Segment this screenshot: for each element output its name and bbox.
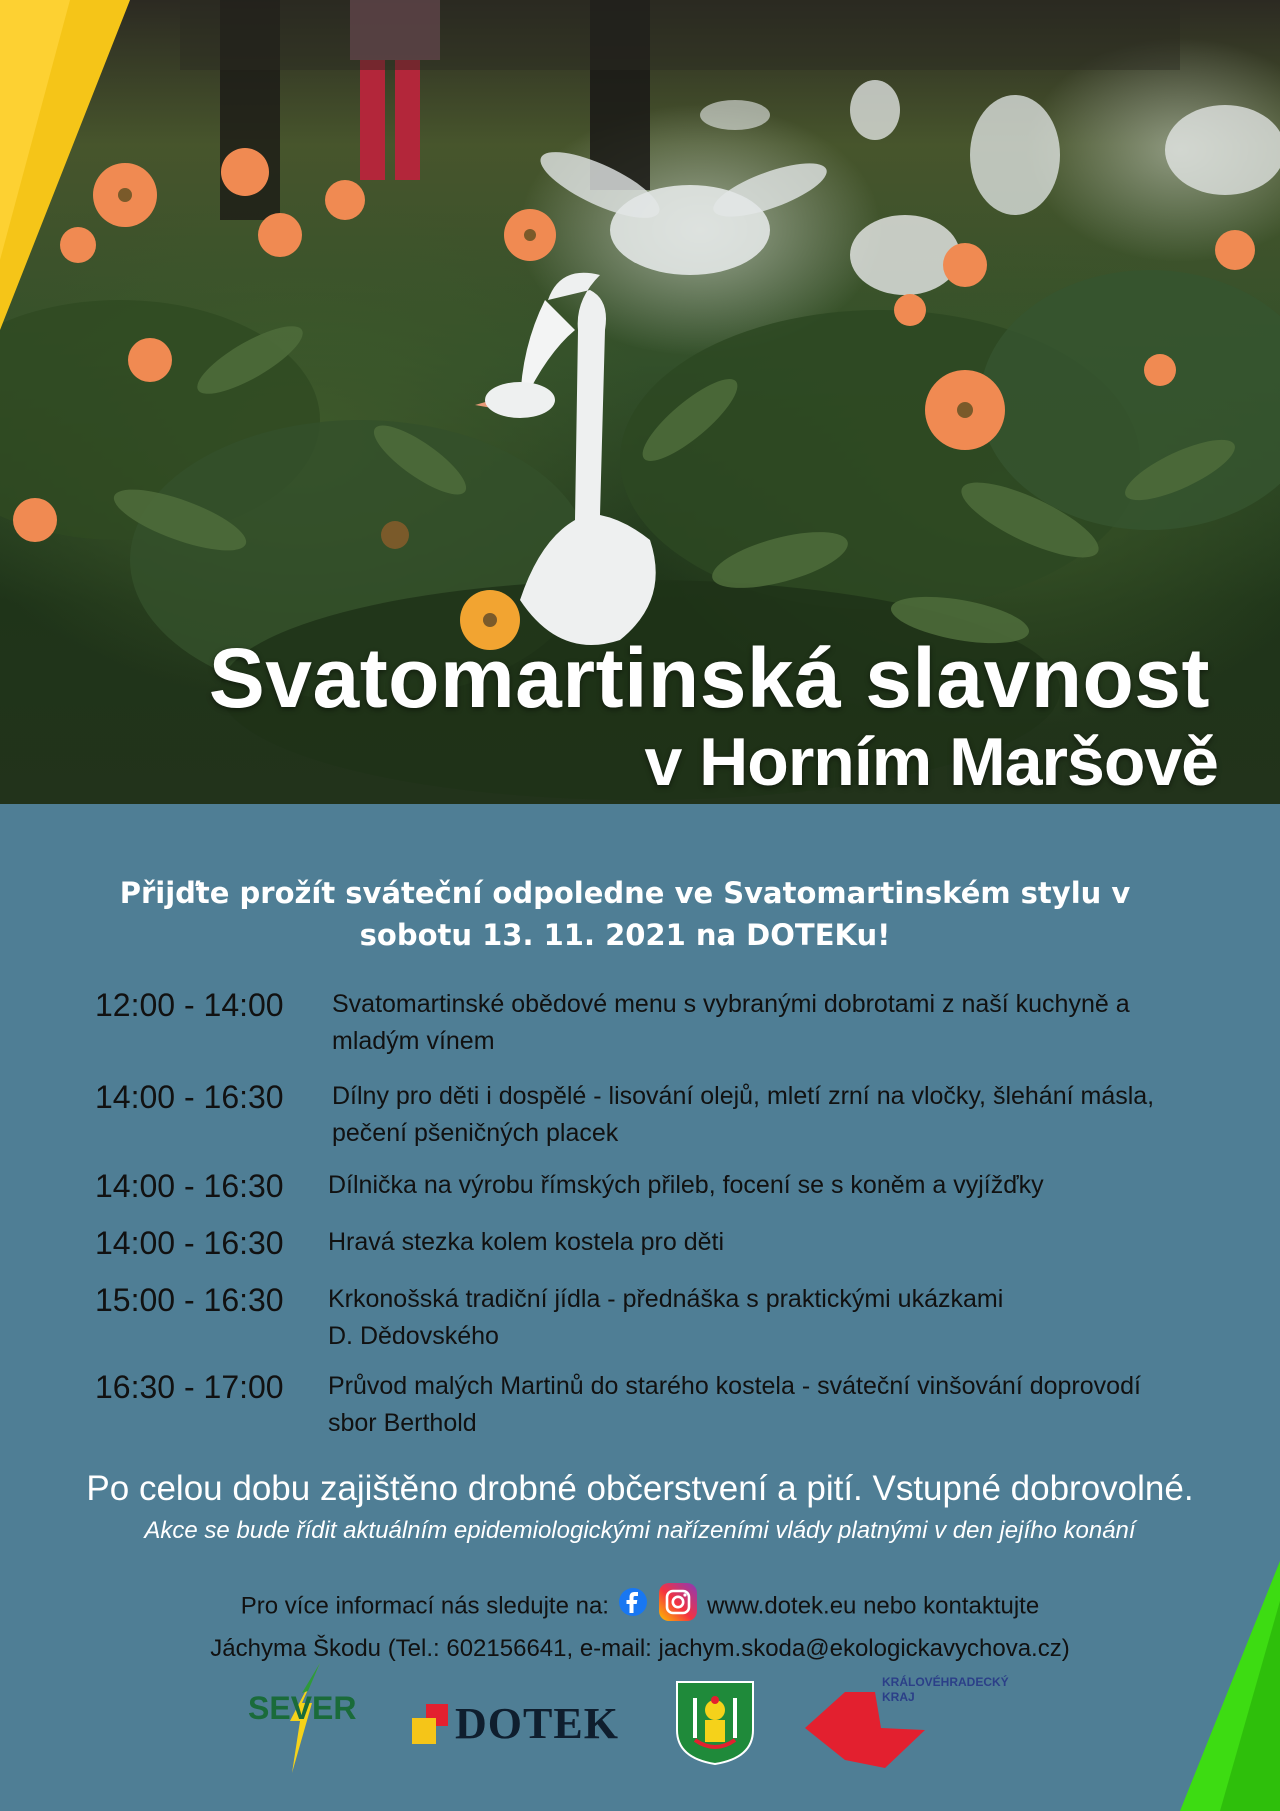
invitation-text (90, 872, 1160, 956)
title-line-1: Svatomartinská slavnost (208, 631, 1210, 725)
schedule-description-line: Dílny pro děti i dospělé - lisování olejů, mletí zrní na vločky, šlehání másla, (332, 1082, 1155, 1110)
schedule-description-line: Krkonošská tradiční jídla - přednáška s praktickými ukázkami (328, 1285, 1004, 1313)
green-corner-decoration (1180, 1561, 1280, 1811)
schedule-description-line: sbor Berthold (328, 1409, 477, 1437)
contact-line-1 (0, 1582, 1280, 1632)
sever-logo: SEVER (248, 1690, 357, 1726)
kraj-logo-line-1: KRÁLOVÉHRADECKÝ (882, 1675, 1009, 1689)
schedule-time: 12:00 - 14:00 (95, 987, 284, 1023)
schedule-time: 14:00 - 16:30 (95, 1079, 284, 1115)
schedule-description-line: Hravá stezka kolem kostela pro děti (328, 1228, 725, 1256)
schedule-description (328, 1368, 1228, 1442)
schedule-description (328, 1281, 1228, 1355)
contact-web[interactable]: www.dotek.eu nebo kontaktujte (706, 1592, 1040, 1620)
dotek-logo: DOTEK (455, 1699, 619, 1748)
yellow-corner-decoration (0, 0, 140, 340)
schedule-time: 14:00 - 16:30 (95, 1225, 284, 1261)
schedule-description (328, 1224, 1228, 1261)
contact-info (0, 1582, 1280, 1666)
schedule-description (332, 986, 1232, 1060)
schedule-description-line: D. Dědovského (328, 1322, 499, 1350)
dotek-logo-mark (412, 1704, 448, 1744)
schedule-description-line: mladým vínem (332, 1027, 495, 1055)
coat-of-arms-icon (675, 1680, 755, 1766)
kraj-logo (882, 1675, 1032, 1705)
hero-photo (0, 0, 1280, 804)
schedule-time: 16:30 - 17:00 (95, 1369, 284, 1405)
invitation-line-2: sobotu 13. 11. 2021 na DOTEKu! (359, 918, 891, 952)
schedule-time: 15:00 - 16:30 (95, 1282, 284, 1318)
kraj-logo-line-2: KRAJ (882, 1690, 915, 1704)
refreshments-note: Po celou dobu zajištěno drobné občerstvení a pití. Vstupné dobrovolné. (86, 1469, 1194, 1508)
schedule-description-line: pečení pšeničných placek (332, 1119, 619, 1147)
contact-prefix: Pro více informací nás sledujte na: (240, 1592, 609, 1620)
schedule-description (328, 1167, 1228, 1204)
schedule-time: 14:00 - 16:30 (95, 1168, 284, 1204)
title-line-2: v Horním Maršově (644, 724, 1218, 800)
schedule-description-line: Svatomartinské obědové menu s vybranými dobrotami z naší kuchyně a (332, 990, 1130, 1018)
facebook-icon[interactable] (618, 1587, 648, 1627)
epidemic-note: Akce se bude řídit aktuálním epidemiologickými nařízeními vlády platnými v den jejího konání (144, 1517, 1136, 1544)
schedule-description-line: Dílnička na výrobu římských přileb, focení se s koněm a vyjížďky (328, 1171, 1044, 1199)
instagram-icon[interactable] (658, 1582, 698, 1632)
contact-line-2: Jáchyma Škodu (Tel.: 602156641, e-mail: jachym.skoda@ekologickavychova.cz) (210, 1635, 1070, 1662)
schedule-description-line: Průvod malých Martinů do starého kostela - sváteční vinšování doprovodí (328, 1372, 1141, 1400)
invitation-line-1: Přijďte prožít sváteční odpoledne ve Svatomartinském stylu v (119, 876, 1131, 910)
schedule-description (332, 1078, 1232, 1152)
